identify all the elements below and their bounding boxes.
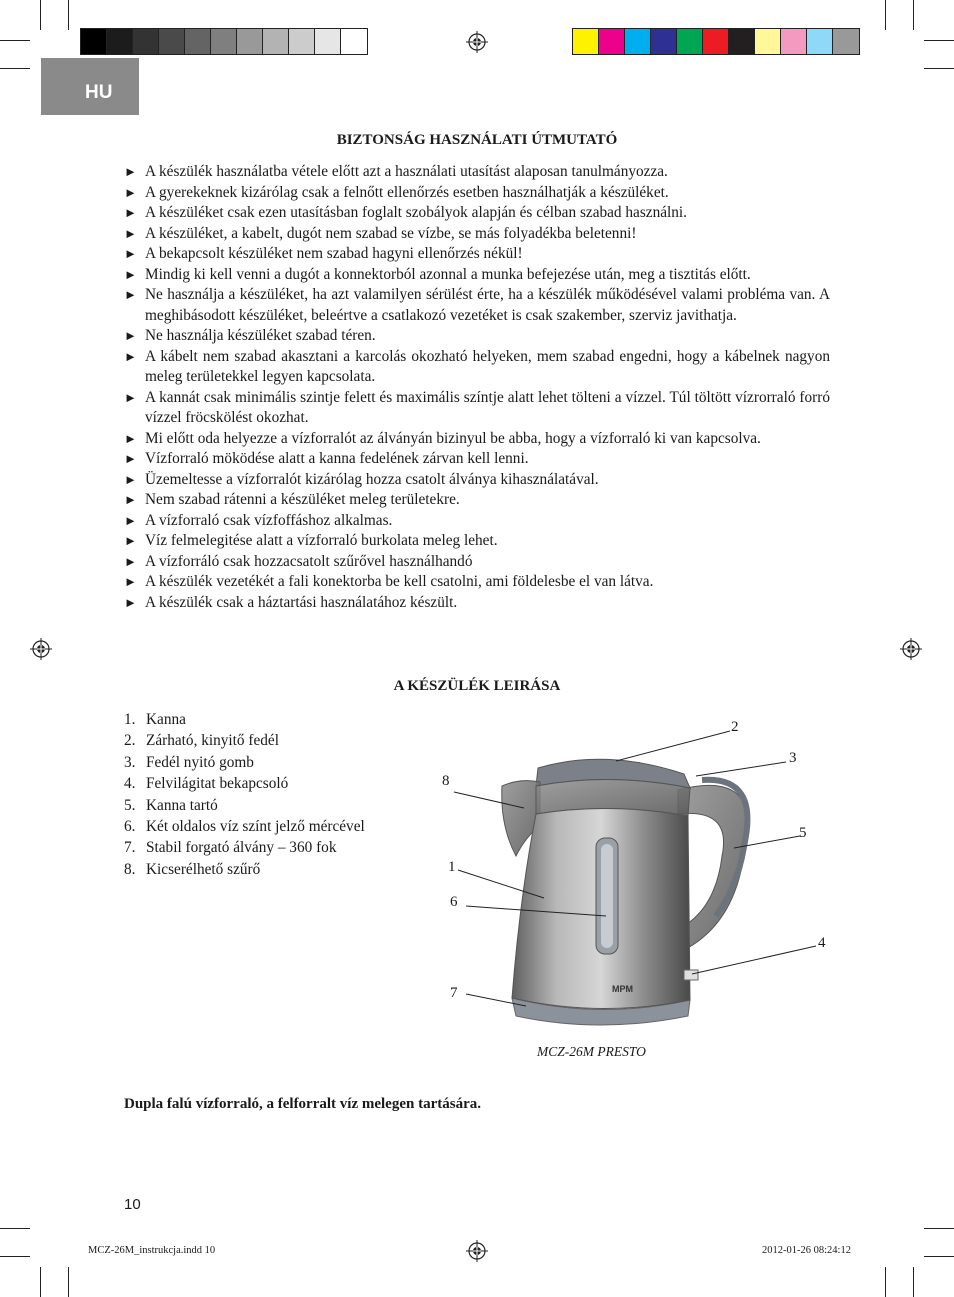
kettle-figure <box>440 716 840 1042</box>
part-number: 7. <box>124 839 136 857</box>
arrow-bullet-icon: ► <box>124 451 137 466</box>
color-swatch <box>781 29 807 54</box>
color-swatch <box>625 29 651 54</box>
safety-item-text: Mi előtt oda helyezze a vízforralót az álványán bizinyul be abba, hogy a vízforraló ki van kapcsolva. <box>145 429 761 447</box>
part-label: Felvilágitat bekapcsoló <box>146 775 289 793</box>
arrow-bullet-icon: ► <box>124 225 137 241</box>
kettle-brand: MPM <box>612 984 633 994</box>
arrow-bullet-icon: ► <box>124 328 137 343</box>
safety-item <box>124 490 830 511</box>
color-swatch <box>107 29 133 54</box>
color-swatch <box>755 29 781 54</box>
leader-line-4 <box>692 946 816 974</box>
crop-mark <box>0 68 30 69</box>
arrow-bullet-icon: ► <box>124 430 137 446</box>
crop-mark <box>0 1256 30 1257</box>
safety-item <box>124 449 830 470</box>
part-item <box>124 837 365 858</box>
part-item <box>124 752 365 773</box>
safety-item <box>124 572 830 593</box>
leader-line-3 <box>696 762 786 776</box>
part-item <box>124 816 365 837</box>
crop-mark <box>924 40 954 41</box>
crop-mark <box>924 1228 954 1229</box>
color-swatch <box>807 29 833 54</box>
crop-mark <box>0 1228 30 1229</box>
color-swatch <box>133 29 159 54</box>
figure-caption: MCZ-26M PRESTO <box>537 1044 646 1059</box>
crop-mark <box>885 1267 886 1297</box>
safety-item <box>124 203 830 224</box>
part-label: Stabil forgató álvány – 360 fok <box>146 839 337 857</box>
safety-item-text: A kannát csak minimális szintje felett és maximális színtje alatt lehet tölteni a vízzel. Túl töltött vízrorraló forró vízzel fröcskölést okozhat. <box>145 388 830 426</box>
safety-item <box>124 511 830 532</box>
part-label: Kanna tartó <box>146 796 218 814</box>
safety-item-text: A vízforráló csak hozzacsatolt szűrővel használhandó <box>145 552 473 570</box>
safety-item-text: Mindig ki kell venni a dugót a konnektorból azonnal a munka befejezése után, meg a tisztitás előtt. <box>145 265 751 283</box>
figure-label-3: 3 <box>789 750 797 766</box>
arrow-bullet-icon: ► <box>124 492 137 507</box>
safety-item <box>124 285 830 326</box>
part-item <box>124 709 365 730</box>
parts-list <box>124 709 365 880</box>
color-swatch <box>159 29 185 54</box>
safety-item <box>124 224 830 245</box>
safety-item <box>124 183 830 204</box>
arrow-bullet-icon: ► <box>124 389 137 405</box>
grayscale-color-bar <box>80 28 368 55</box>
part-label: Zárható, kinyitő fedél <box>146 732 279 750</box>
part-number: 8. <box>124 860 136 878</box>
part-number: 3. <box>124 753 136 771</box>
crop-mark <box>913 1267 914 1297</box>
color-swatch <box>289 29 315 54</box>
safety-item-text: Ne használja készüléket szabad téren. <box>145 327 376 344</box>
safety-item-text: A kábelt nem szabad akasztani a karcolás okozható helyeken, mem szabad engedni, hogy a kábelnek nagyon meleg területekkel legyen kapcsolata. <box>145 347 830 385</box>
part-label: Kanna <box>146 711 186 728</box>
arrow-bullet-icon: ► <box>124 164 137 179</box>
arrow-bullet-icon: ► <box>124 205 137 220</box>
arrow-bullet-icon: ► <box>124 553 137 569</box>
crop-mark <box>0 40 30 41</box>
crop-mark <box>913 0 914 30</box>
part-number: 5. <box>124 796 136 814</box>
color-swatch <box>211 29 237 54</box>
crop-mark <box>924 68 954 69</box>
part-item <box>124 795 365 816</box>
part-number: 6. <box>124 818 136 836</box>
description-title: A KÉSZÜLÉK LEIRÁSA <box>393 678 561 694</box>
registration-mark-icon <box>30 638 52 660</box>
figure-label-7: 7 <box>450 985 458 1001</box>
safety-item <box>124 347 830 388</box>
arrow-bullet-icon: ► <box>124 512 137 528</box>
safety-item-text: Víz felmelegitése alatt a vízforraló burkolata meleg lehet. <box>145 532 498 549</box>
safety-item-text: A készülék használatba vétele előtt azt a használati utasítást alaposan tanulmányozza. <box>145 163 668 180</box>
part-label: Fedél nyitó gomb <box>146 753 254 771</box>
figure-label-8: 8 <box>442 773 450 789</box>
color-swatch <box>185 29 211 54</box>
safety-item-text: A készüléket csak ezen utasításban foglalt szobályok alapján és célban szabad használni. <box>145 204 687 221</box>
arrow-bullet-icon: ► <box>124 574 137 589</box>
arrow-bullet-icon: ► <box>124 533 137 548</box>
color-swatch <box>651 29 677 54</box>
arrow-bullet-icon: ► <box>124 246 137 261</box>
arrow-bullet-icon: ► <box>124 287 137 302</box>
registration-mark-icon <box>900 638 922 660</box>
language-tab: HU <box>41 58 139 115</box>
safety-item-text: Nem szabad rátenni a készüléket meleg területekre. <box>145 491 460 508</box>
registration-mark-icon <box>466 31 488 53</box>
page-number: 10 <box>124 1196 141 1213</box>
part-number: 2. <box>124 732 136 750</box>
safety-item <box>124 429 830 450</box>
color-swatch <box>677 29 703 54</box>
safety-item <box>124 244 830 265</box>
part-number: 4. <box>124 775 136 793</box>
registration-mark-icon <box>466 1240 488 1262</box>
safety-item-text: A készüléket, a kabelt, dugót nem szabad se vízbe, se más folyadékba beletenni! <box>145 224 637 242</box>
crop-mark <box>68 0 69 30</box>
safety-item <box>124 326 830 347</box>
color-swatch <box>599 29 625 54</box>
safety-item-text: A készülék csak a háztartási használatához készült. <box>145 593 458 611</box>
safety-item <box>124 265 830 286</box>
safety-item <box>124 162 830 183</box>
figure-label-5: 5 <box>799 825 807 841</box>
color-swatch <box>237 29 263 54</box>
part-number: 1. <box>124 711 136 728</box>
arrow-bullet-icon: ► <box>124 471 137 487</box>
footer-timestamp: 2012-01-26 08:24:12 <box>762 1245 851 1256</box>
color-swatch <box>833 29 859 54</box>
part-item <box>124 730 365 751</box>
safety-item-text: A gyerekeknek kizárólag csak a felnőtt ellenőrzés esetben használhatják a készüléket. <box>145 183 669 201</box>
safety-list <box>124 162 830 613</box>
part-item <box>124 859 365 880</box>
arrow-bullet-icon: ► <box>124 594 137 610</box>
part-item <box>124 773 365 794</box>
color-swatch <box>703 29 729 54</box>
product-summary: Dupla falú vízforraló, a felforralt víz melegen tartására. <box>124 1096 481 1112</box>
safety-item-text: A vízforraló csak vízfoffáshoz alkalmas. <box>145 511 393 529</box>
figure-label-2: 2 <box>731 719 739 735</box>
safety-item-text: A készülék vezetékét a fali konektorba be kell csatolni, ami földelesbe el van látva. <box>145 573 654 590</box>
color-swatch <box>315 29 341 54</box>
safety-item <box>124 552 830 573</box>
crop-mark <box>40 0 41 30</box>
part-label: Két oldalos víz színt jelző mércével <box>146 818 365 836</box>
safety-item <box>124 593 830 614</box>
crop-mark <box>885 0 886 30</box>
safety-item-text: Vízforraló möködése alatt a kanna fedelének zárvan kell lenni. <box>145 450 529 467</box>
safety-item-text: Üzemeltesse a vízforralót kizárólag hozza csatolt álványa kihasználatával. <box>145 470 599 488</box>
process-color-bar <box>572 28 860 55</box>
color-swatch <box>81 29 107 54</box>
figure-label-6: 6 <box>450 894 458 910</box>
safety-title: BIZTONSÁG HASZNÁLATI ÚTMUTATÓ <box>336 132 618 148</box>
color-swatch <box>573 29 599 54</box>
crop-mark <box>924 1256 954 1257</box>
arrow-bullet-icon: ► <box>124 266 137 282</box>
safety-item-text: Ne használja a készüléket, ha azt valamilyen sérülést érte, ha a készülék működésével valami probléma van. A meghibásodott készüléket, beleértve a csatlakozó vezetéket is csak szakember, szerviz javithatja. <box>145 286 830 324</box>
arrow-bullet-icon: ► <box>124 348 137 364</box>
safety-item-text: A bekapcsolt készüléket nem szabad hagyni ellenőrzés nékül! <box>145 245 523 262</box>
part-label: Kicserélhető szűrő <box>146 860 261 878</box>
leader-line-2 <box>616 731 730 761</box>
safety-item <box>124 388 830 429</box>
color-swatch <box>263 29 289 54</box>
crop-mark <box>68 1267 69 1297</box>
color-swatch <box>341 29 367 54</box>
figure-label-1: 1 <box>448 859 456 875</box>
crop-mark <box>40 1267 41 1297</box>
figure-label-4: 4 <box>818 935 826 951</box>
power-switch <box>684 970 698 980</box>
safety-item <box>124 470 830 491</box>
arrow-bullet-icon: ► <box>124 184 137 200</box>
color-swatch <box>729 29 755 54</box>
safety-item <box>124 531 830 552</box>
footer-filename: MCZ-26M_instrukcja.indd 10 <box>88 1245 216 1256</box>
